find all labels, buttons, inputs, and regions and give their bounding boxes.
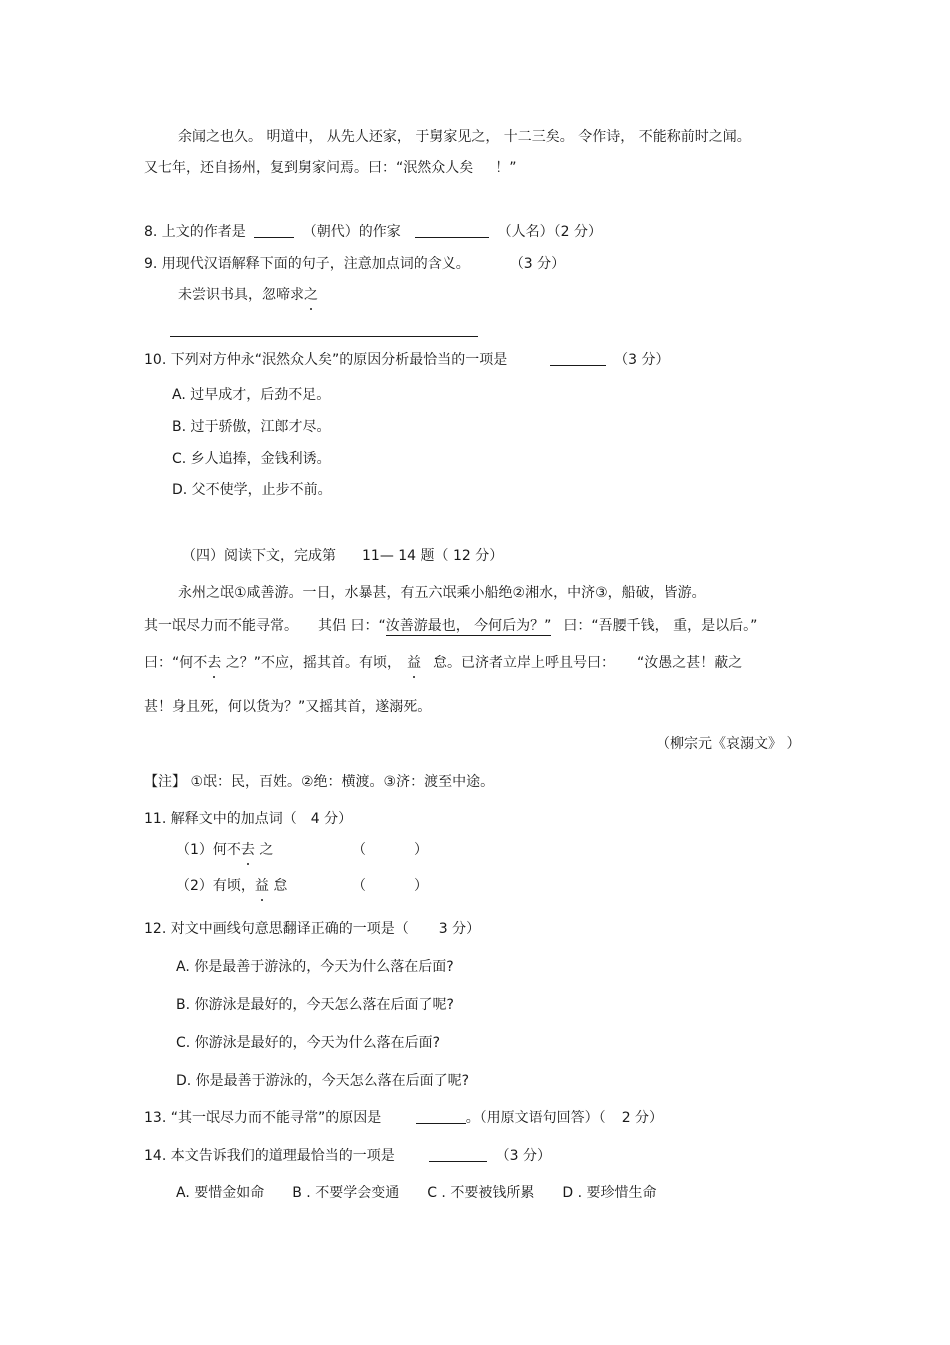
q8-text-c: （人名）（2 分） [497,224,602,240]
q9-answer-line[interactable] [170,336,478,337]
q11-item-2 [176,877,287,895]
q14-text-a: 14. 本文告诉我们的道理最恰当的一项是 [144,1148,395,1164]
passage2-source: （柳宗元《哀溺文》 ） [656,736,801,752]
q10-score: （3 分） [614,352,670,368]
passage2-line2-a: 其一氓尽力而不能寻常。 [144,618,298,634]
q11-item1-paren-open: （ [352,842,366,858]
passage2-line3-c: 怠。已济者立岸上呼且号曰： [432,655,615,671]
q11-item1-dotted: 去 [240,842,255,858]
passage2-line3-d: “汝愚之甚！蔽之 [636,655,743,671]
passage2-line2-b: 其侣 曰：“ [318,618,386,634]
passage2-line3 [144,654,742,672]
q14-answer-blank[interactable] [429,1147,487,1162]
q10-option: B. 过于骄傲，江郎才尽。 [172,419,331,435]
q10-answer-blank[interactable] [550,351,606,366]
underlined-sentence: 汝善游最也， 今何后为？” [385,618,552,634]
q12-option: A. 你是最善于游泳的，今天为什么落在后面? [176,959,454,975]
dotted-word-qu: 去 [207,655,222,671]
q11-item2-a: （2）有顷， [176,878,255,894]
q13-text-b: 。（用原文语句回答）（ [465,1110,606,1126]
q14-option-a: A. 要惜金如命 [176,1185,265,1201]
question-9 [144,255,565,273]
q8-text-b: （朝代）的作家 [302,224,401,240]
q9-score: （3 分） [509,256,566,272]
q14-score: （3 分） [495,1148,551,1164]
q11-item2-answer[interactable] [352,877,428,895]
q14-option-d: D . 要珍惜生命 [562,1185,657,1201]
q9-dotted-word: 之 [304,287,318,303]
q12-stem-b: 3 分） [438,921,481,937]
passage2-line1: 永州之氓①咸善游。一日，水暴甚，有五六氓乘小船绝②湘水，中济③，船破，皆游。 [178,585,706,601]
passage1-line2-text: 又七年，还自扬州，复到舅家问焉。曰：“泯然众人矣 [144,160,474,176]
q8-dynasty-blank[interactable] [254,223,294,238]
passage2-line2 [144,617,757,635]
question-14 [144,1147,551,1165]
q10-option: C. 乡人追捧，金钱利诱。 [172,451,331,467]
q13-text-c: 2 分） [621,1110,664,1126]
q9-sentence [178,286,318,304]
q11-item-1 [176,841,273,859]
dotted-word-yi: 益 [406,655,421,671]
q8-author-blank[interactable] [415,223,489,238]
question-12 [144,920,480,938]
annotation-note: 【注】 ①氓：民，百姓。②绝：横渡。③济：渡至中途。 [144,774,495,790]
passage1-line1: 余闻之也久。 明道中， 从先人还家， 于舅家见之， 十二三矣。 令作诗， 不能称前时之闻。 [178,129,751,145]
q11-item2-paren-open: （ [352,878,366,894]
q9-stem: 9. 用现代汉语解释下面的句子，注意加点词的含义。 [144,256,470,272]
section4-heading [182,547,503,565]
question-13 [144,1109,663,1127]
question-10 [144,351,670,369]
q12-option: C. 你游泳是最好的，今天为什么落在后面? [176,1035,441,1051]
question-11 [144,810,352,828]
q10-option: A. 过早成才，后劲不足。 [172,387,331,403]
q10-option: D. 父不使学，止步不前。 [172,482,332,498]
q13-answer-blank[interactable] [416,1109,466,1124]
section4-heading-b: 11— 14 题（ 12 分） [362,548,504,564]
q11-item1-a: （1）何不 [176,842,241,858]
passage2-line4: 甚！身且死，何以货为？”又摇其首，遂溺死。 [144,699,432,715]
q11-stem-b: 4 分） [310,811,353,827]
q9-sentence-text: 未尝识书具，忽啼求 [178,287,304,303]
q11-item1-paren-close: ） [414,842,428,858]
q11-item1-answer[interactable] [352,841,428,859]
q13-text-a: 13. “其一氓尽力而不能寻常”的原因是 [144,1110,382,1126]
q14-option-c: C . 不要被钱所累 [427,1185,535,1201]
q12-stem-a: 12. 对文中画线句意思翻译正确的一项是（ [144,921,409,937]
q14-options [176,1184,656,1202]
q11-stem-a: 11. 解释文中的加点词（ [144,811,297,827]
q11-item2-b: 怠 [268,878,288,894]
passage1-line2-end: ！” [495,160,517,176]
q12-option: B. 你游泳是最好的，今天怎么落在后面了呢? [176,997,454,1013]
q12-option: D. 你是最善于游泳的，今天怎么落在后面了呢? [176,1073,470,1089]
passage2-line3-b: 之？”不应，摇其首。有顷， [221,655,401,671]
section4-heading-a: （四）阅读下文，完成第 [182,548,336,564]
q11-item2-dotted: 益 [254,878,269,894]
passage2-line2-c: 曰：“吾腰千钱， 重，是以后。” [563,618,758,634]
q14-option-b: B . 不要学会变通 [292,1185,400,1201]
q11-item2-paren-close: ） [414,878,428,894]
passage2-line3-a: 曰：“何不 [144,655,208,671]
passage1-line2 [144,159,517,177]
q10-stem: 10. 下列对方仲永“泯然众人矣”的原因分析最恰当的一项是 [144,352,508,368]
q8-text-a: 8. 上文的作者是 [144,224,246,240]
question-8 [144,223,602,241]
q11-item1-b: 之 [254,842,274,858]
